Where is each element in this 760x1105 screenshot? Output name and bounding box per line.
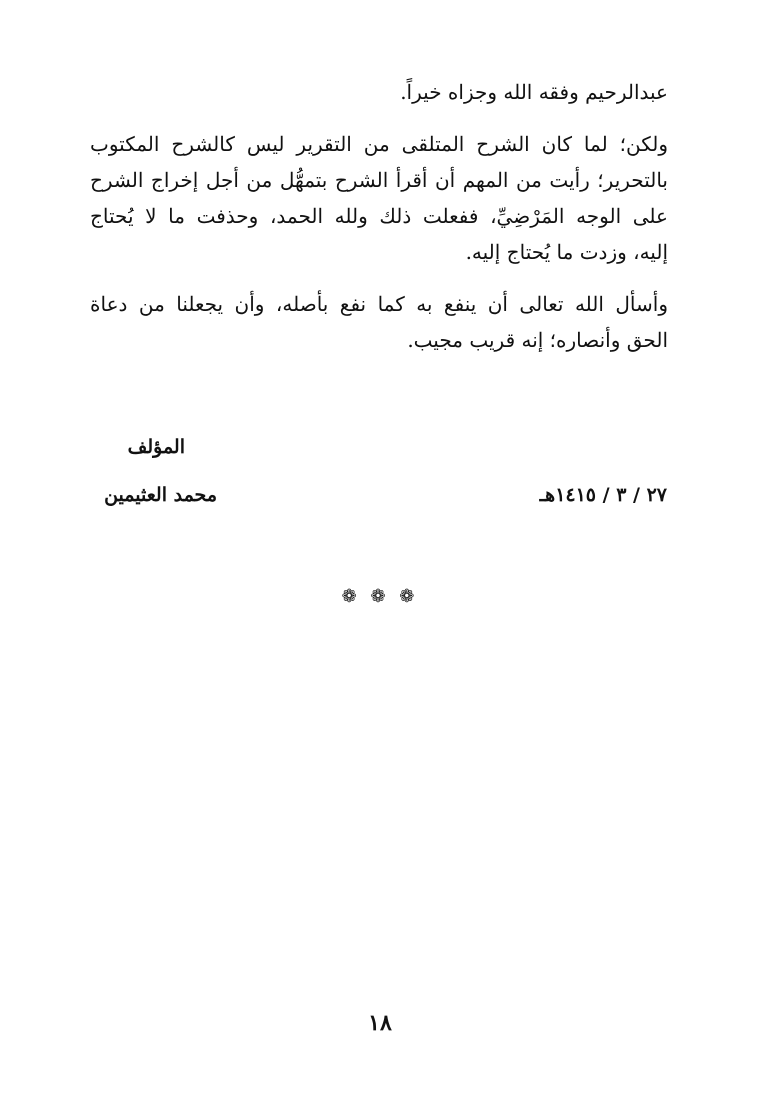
paragraph-2-line-3: على الوجه المَرْضِيِّ، ففعلت ذلك ولله الحمد، وحذفت ما لا يُحتاج — [90, 204, 668, 228]
body-text — [90, 74, 668, 358]
section-divider-ornament: ❁ ❁ ❁ — [341, 586, 419, 607]
page-number: ١٨ — [368, 1010, 392, 1036]
paragraph-3-line-2: الحق وأنصاره؛ إنه قريب مجيب. — [407, 328, 668, 352]
paragraph-3-line-1: وأسأل الله تعالى أن ينفع به كما نفع بأصله، وأن يجعلنا من دعاة — [90, 292, 668, 316]
signature-date: ٢٧ / ٣ / ١٤١٥هـ — [539, 484, 667, 506]
author-title: المؤلف — [127, 436, 185, 458]
paragraph-1-line-1: عبدالرحيم وفقه الله وجزاه خيراً. — [400, 80, 668, 104]
paragraph-2-line-4: إليه، وزدت ما يُحتاج إليه. — [465, 240, 668, 264]
author-name: محمد العثيمين — [104, 484, 217, 506]
paragraph-2-line-1: ولكن؛ لما كان الشرح المتلقى من التقرير ليس كالشرح المكتوب — [90, 132, 668, 156]
paragraph-2-line-2: بالتحرير؛ رأيت من المهم أن أقرأ الشرح بتمهُّل من أجل إخراج الشرح — [90, 168, 668, 192]
